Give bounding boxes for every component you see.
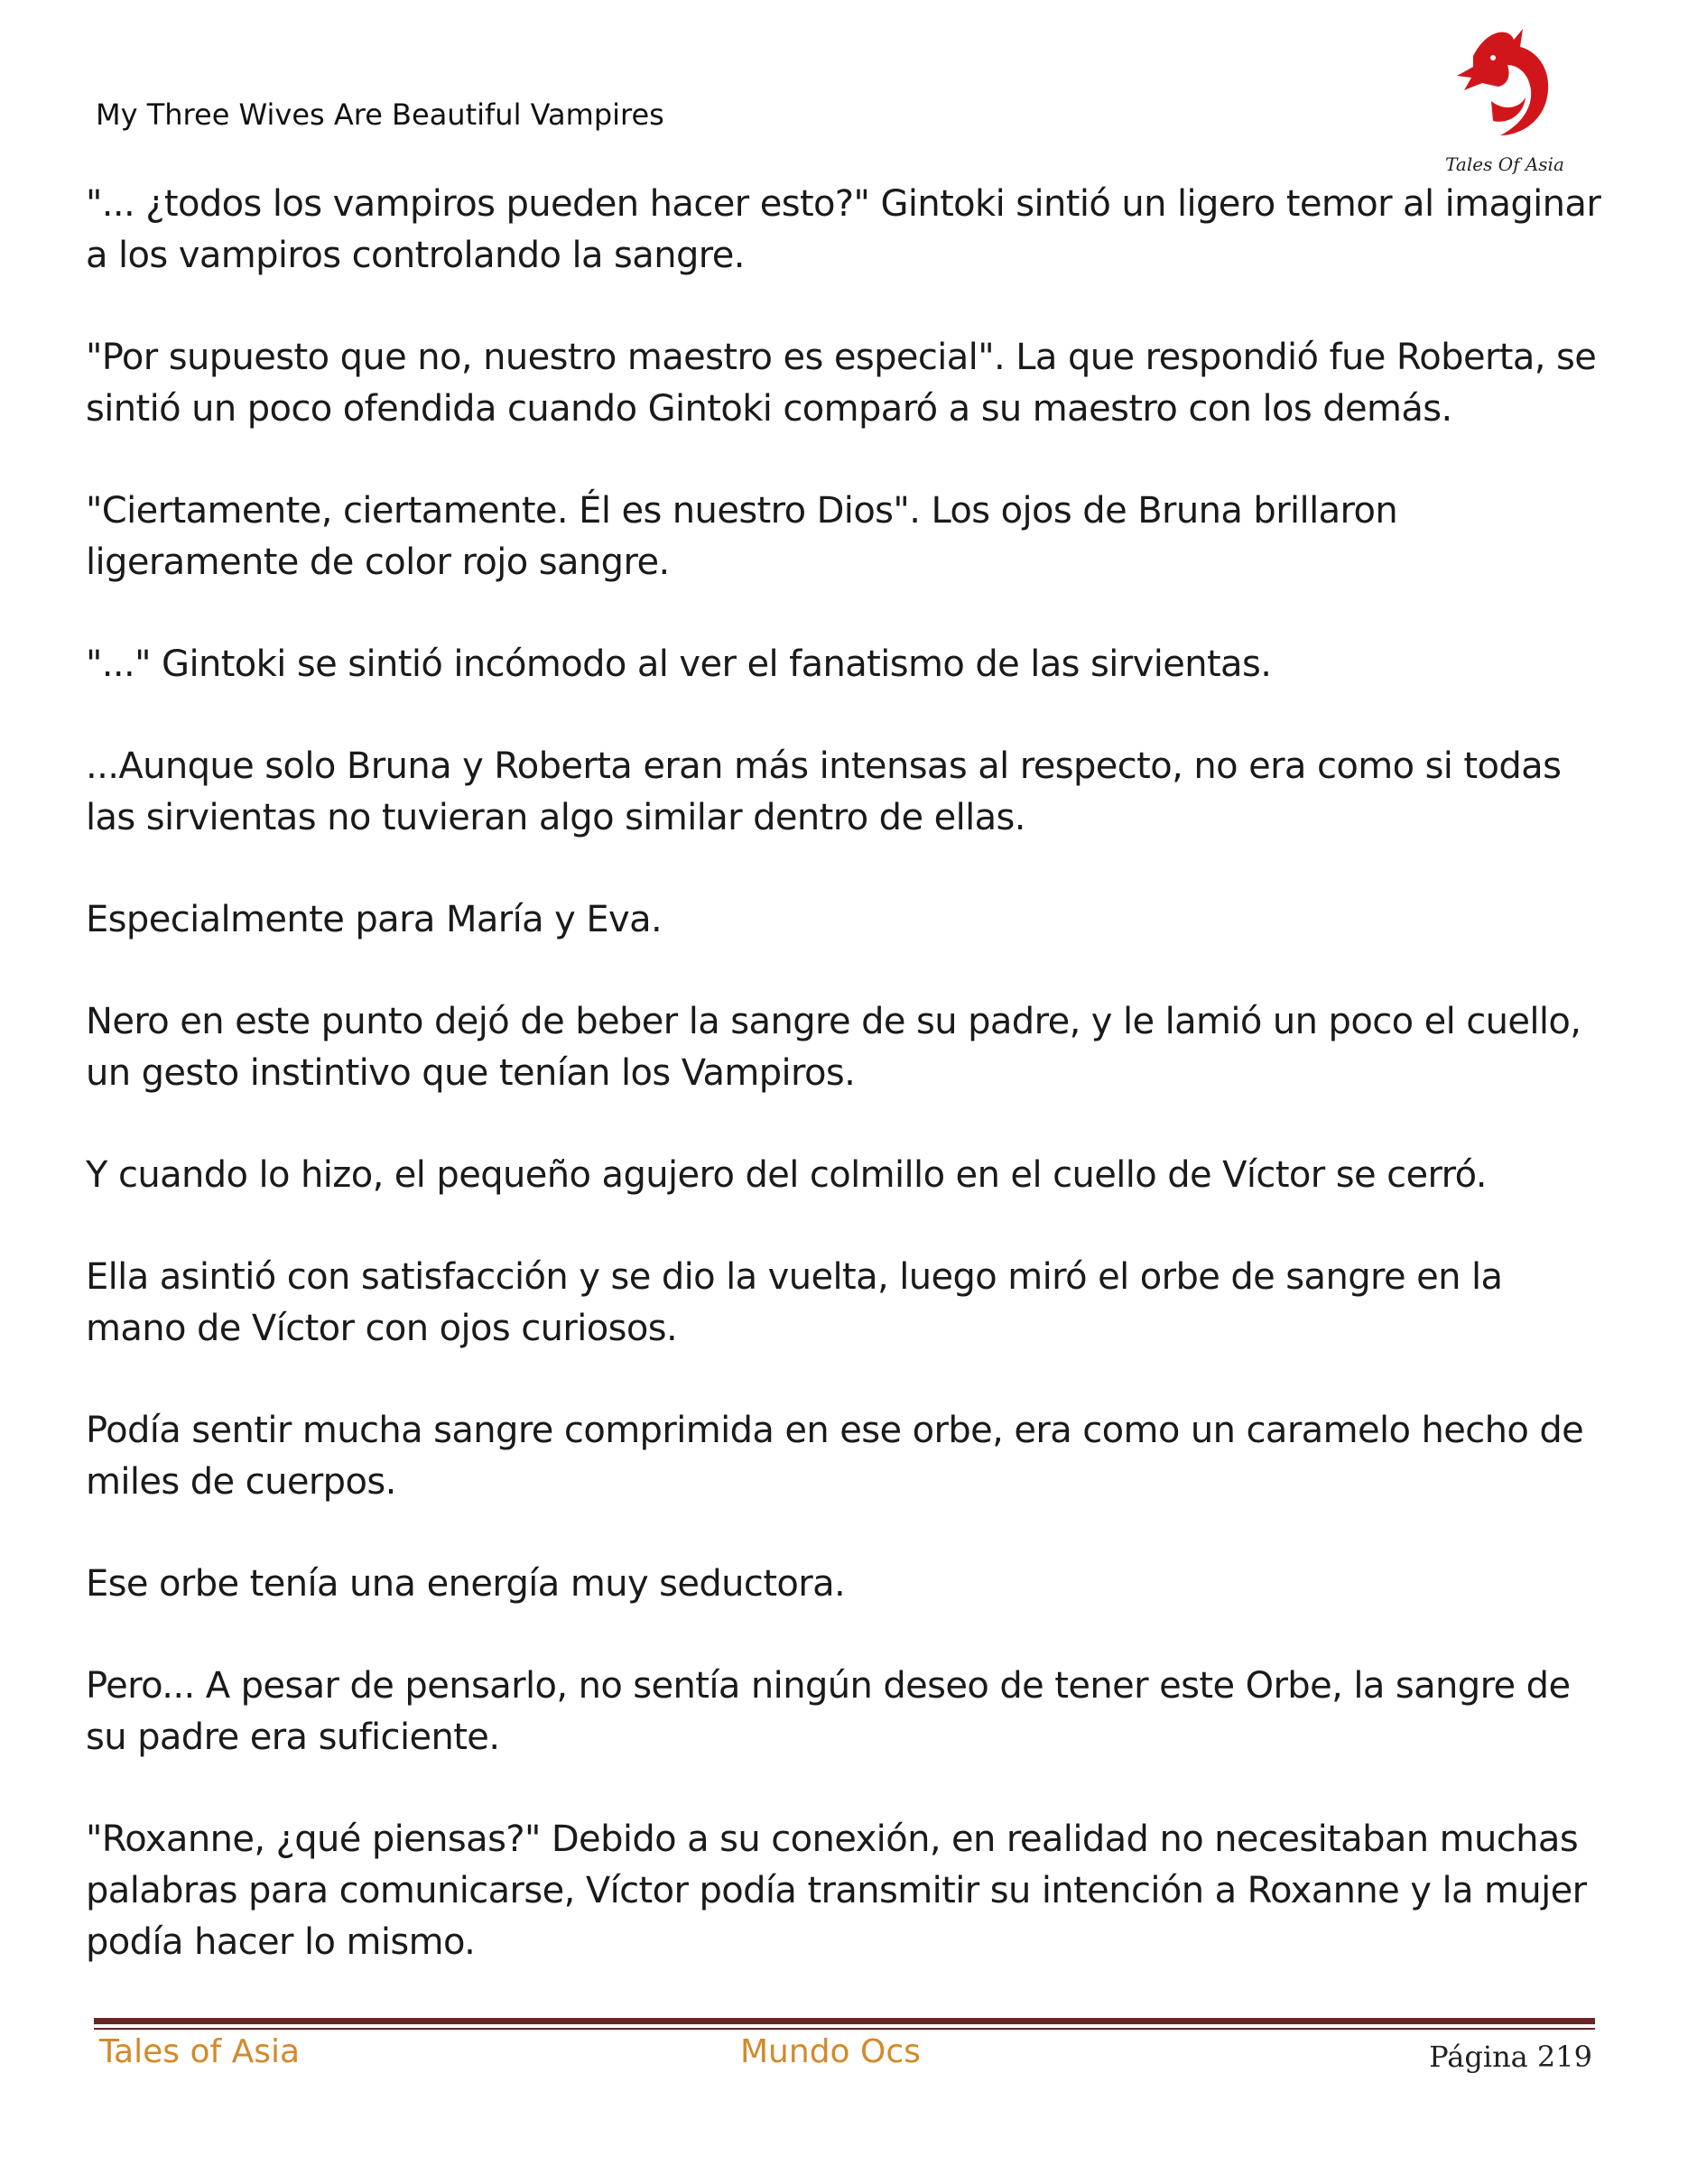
paragraph: ...Aunque solo Bruna y Roberta eran más intensas al respecto, no era como si todas las sirvientas no tuvieran algo similar dentro de ellas. [86,745,1562,838]
paragraph: Nero en este punto dejó de beber la sangre de su padre, y le lamió un poco el cuello, un gesto instintivo que tenían los Vampiros. [86,1001,1581,1094]
paragraph: Y cuando lo hizo, el pequeño agujero del colmillo en el cuello de Víctor se cerró. [86,1154,1487,1196]
footer-divider [94,2018,1595,2024]
logo-caption: Tales Of Asia [1445,153,1564,175]
page-number: Página 219 [1429,2040,1592,2074]
footer-site-name: Tales of Asia [99,2033,301,2070]
paragraph: "..." Gintoki se sintió incómodo al ver el fanatismo de las sirvientas. [86,643,1272,685]
document-body [86,179,1611,2019]
red-dragon-logo-icon [1437,20,1572,155]
footer-section-name: Mundo Ocs [740,2033,921,2070]
paragraph: "Roxanne, ¿qué piensas?" Debido a su conexión, en realidad no necesitaban muchas palabras para comunicarse, Víctor podía transmitir su intención a Roxanne y la mujer podía hacer lo mismo. [86,1818,1587,1963]
paragraph: Pero... A pesar de pensarlo, no sentía ningún deseo de tener este Orbe, la sangre de su padre era suficiente. [86,1665,1571,1758]
page-header-title: My Three Wives Are Beautiful Vampires [96,97,664,132]
paragraph: "... ¿todos los vampiros pueden hacer esto?" Gintoki sintió un ligero temor al imaginar a los vampiros controlando la sangre. [86,183,1601,276]
paragraph: "Ciertamente, ciertamente. Él es nuestro Dios". Los ojos de Bruna brillaron ligeramente de color rojo sangre. [86,490,1398,583]
paragraph: Ella asintió con satisfacción y se dio la vuelta, luego miró el orbe de sangre en la mano de Víctor con ojos curiosos. [86,1256,1503,1349]
paragraph: Especialmente para María y Eva. [86,899,663,940]
footer-divider-thin [94,2028,1595,2030]
paragraph: Podía sentir mucha sangre comprimida en ese orbe, era como un caramelo hecho de miles de cuerpos. [86,1410,1584,1503]
tales-of-asia-logo [1437,20,1572,182]
paragraph: Ese orbe tenía una energía muy seductora. [86,1563,846,1605]
paragraph: "Por supuesto que no, nuestro maestro es especial". La que respondió fue Roberta, se sintió un poco ofendida cuando Gintoki comparó a su maestro con los demás. [86,337,1597,430]
